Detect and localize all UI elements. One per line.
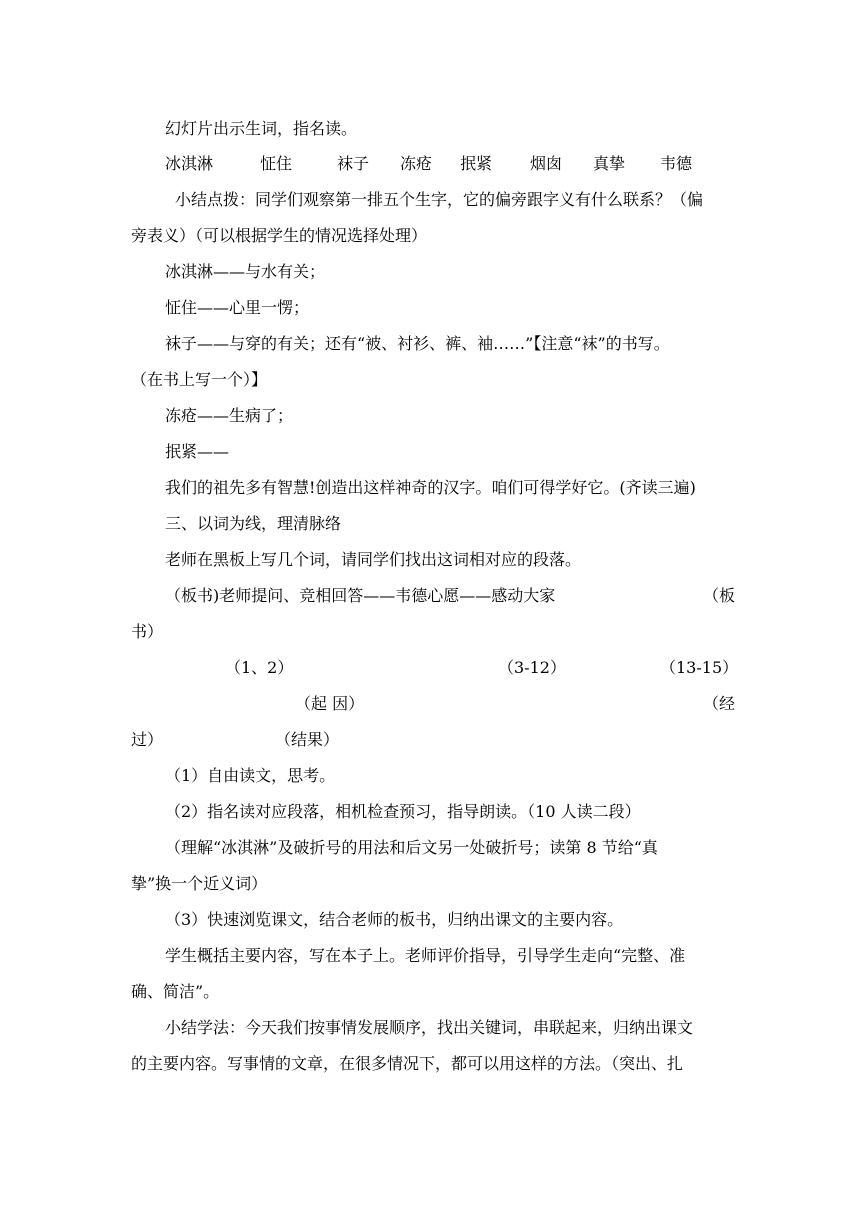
text-line: （2）指名读对应段落，相机检查预习，指导朗读。（10 人读二段） bbox=[165, 802, 641, 821]
vocab-word: 冻疮 bbox=[400, 154, 433, 173]
vocab-word: 韦德 bbox=[660, 154, 693, 173]
vocab-word: 怔住 bbox=[260, 154, 293, 173]
vocabulary-row bbox=[0, 153, 860, 175]
stage-label: 过） bbox=[131, 730, 164, 749]
text-line: 老师在黑板上写几个词，请同学们找出这词相对应的段落。 bbox=[165, 550, 582, 569]
text-line: 我们的祖先多有智慧!创造出这样神奇的汉字。咱们可得学好它。(齐读三遍) bbox=[165, 478, 696, 497]
text-line: （理解“冰淇淋”及破折号的用法和后文另一处破折号；读第 8 节给“真 bbox=[165, 838, 658, 857]
text-line: 书） bbox=[131, 622, 164, 641]
text-line: 小结学法：今天我们按事情发展顺序，找出关键词，串联起来，归纳出课文 bbox=[165, 1018, 694, 1037]
paragraph-range: （13-15） bbox=[660, 658, 739, 677]
text-line: 袜子——与穿的有关；还有“被、衬衫、裤、袖……”【注意“袜”的书写。 bbox=[165, 334, 670, 353]
board-writing-tail: （板 bbox=[703, 586, 736, 605]
text-line: 的主要内容。写事情的文章，在很多情况下，都可以用这样的方法。（突出、扎 bbox=[131, 1054, 684, 1073]
board-writing-line: （板书)老师提问、竞相回答——韦德心愿——感动大家 bbox=[165, 586, 556, 605]
text-line: 冰淇淋——与水有关； bbox=[165, 262, 326, 281]
vocab-word: 抿紧 bbox=[460, 154, 493, 173]
stage-label: （结果） bbox=[275, 730, 340, 749]
stage-label: （起 因） bbox=[295, 694, 365, 713]
text-line: （3）快速浏览课文，结合老师的板书，归纳出课文的主要内容。 bbox=[165, 910, 624, 929]
text-line: 幻灯片出示生词，指名读。 bbox=[165, 119, 358, 138]
paragraph-range: （3-12） bbox=[498, 658, 566, 677]
vocab-word: 冰淇淋 bbox=[165, 154, 214, 173]
text-line: 学生概括主要内容，写在本子上。老师评价指导，引导学生走向“完整、准 bbox=[165, 946, 686, 965]
section-heading: 三、以词为线，理清脉络 bbox=[165, 514, 342, 533]
text-line: （1）自由读文，思考。 bbox=[165, 766, 336, 785]
text-line: 怔住——心里一愣； bbox=[165, 298, 310, 317]
text-line: 旁表义）（可以根据学生的情况选择处理） bbox=[131, 226, 428, 245]
text-line: 小结点拨：同学们观察第一排五个生字，它的偏旁跟字义有什么联系？（偏 bbox=[175, 190, 704, 209]
vocab-word: 袜子 bbox=[337, 154, 370, 173]
text-line: 抿紧—— bbox=[165, 442, 230, 461]
vocab-word: 真挚 bbox=[593, 154, 626, 173]
text-line: 挚”换一个近义词） bbox=[131, 874, 268, 893]
text-line: 确、简洁”。 bbox=[131, 982, 220, 1001]
paragraph-range: （1、2） bbox=[225, 658, 294, 677]
text-line: 冻疮——生病了； bbox=[165, 406, 294, 425]
vocab-word: 烟囱 bbox=[530, 154, 563, 173]
text-line: （在书上写一个）】 bbox=[131, 370, 268, 389]
stage-label: （经 bbox=[703, 694, 736, 713]
